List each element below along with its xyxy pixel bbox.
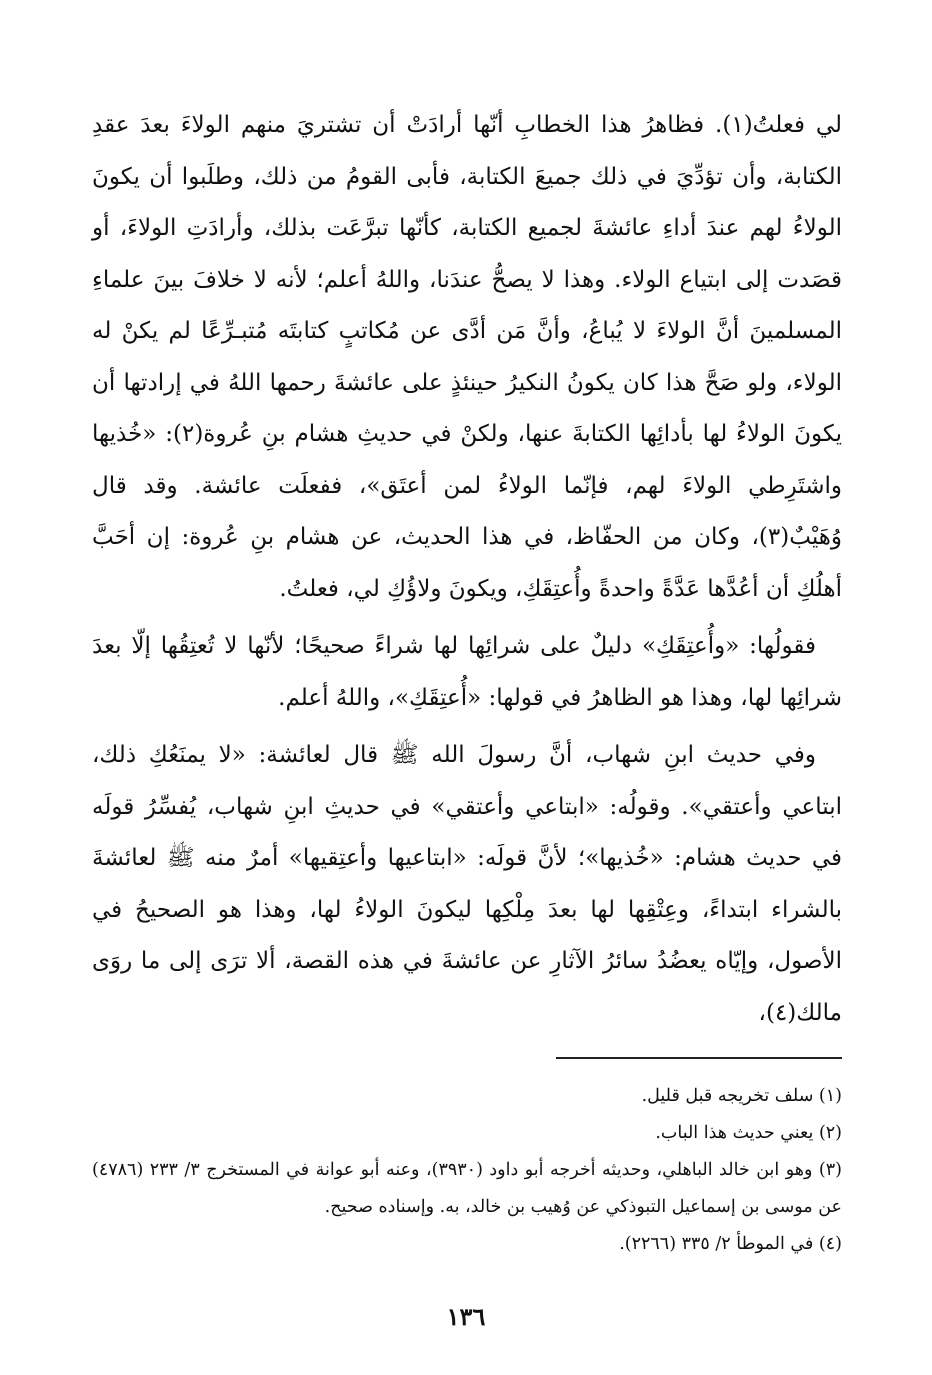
footnote-divider [556,1057,842,1059]
paragraph-1: لي فعلتُ(١). فظاهرُ هذا الخطابِ أنّها أرادَتْ أن تشتريَ منهم الولاءَ بعدَ عقدِ الكتابة، وأن تؤدِّيَ في ذلك جميعَ الكتابة، فأبى القومُ من ذلك، وطلَبوا أن يكونَ الولاءُ لهم عندَ أداءِ عائشةَ لجميع الكتابة، كأنّها تبرَّعَت بذلك، وأرادَتِ الولاءَ، أو قصَدت إلى ابتياع الولاء. وهذا لا يصحُّ عندَنا، واللهُ أعلم؛ لأنه لا خلافَ بينَ علماءِ المسلمينَ أنَّ الولاءَ لا يُباعُ، وأنَّ مَن أدَّى عن مُكاتبٍ كتابتَه مُتبـرِّعًا لم يكنْ له الولاء، ولو صَحَّ هذا كان يكونُ النكيرُ حينئذٍ على عائشةَ رحمها اللهُ في إرادتها أن يكونَ الولاءُ لها بأدائِها الكتابةَ عنها، ولكنْ في حديثِ هشام بنِ عُروة(٢): «خُذيها واشتَرِطي الولاءَ لهم، فإنّما الولاءُ لمن أعتَق»، ففعلَت عائشة. وقد قال وُهَيْبٌ(٣)، وكان من الحفّاظ، في هذا الحديث، عن هشام بنِ عُروة: إن أحَبَّ أهلُكِ أن أعُدَّها عَدَّةً واحدةً وأُعتِقَكِ، ويكونَ ولاؤُكِ لي، فعلتُ. [92,112,842,602]
paragraph-3: وفي حديث ابنِ شهاب، أنَّ رسولَ الله ﷺ قال لعائشة: «لا يمنَعُكِ ذلك، ابتاعي وأعتقي». وقولُه: «ابتاعي وأعتقي» في حديثِ ابنِ شهاب، يُفسِّرُ قولَه في حديث هشام: «خُذيها»؛ لأنَّ قولَه: «ابتاعيها وأعتِقيها» أمرٌ منه ﷺ لعائشةَ بالشراء ابتداءً، وعِتْقِها لها بعدَ مِلْكِها ليكونَ الولاءُ لها، وهذا هو الصحيحُ في الأصول، وإيّاه يعضُدُ سائرُ الآثارِ عن عائشةَ في هذه القصة، ألا ترَى إلى ما روَى مالك(٤)، [92,742,843,1026]
main-text [92,100,842,1045]
page-number: ١٣٦ [446,1302,486,1331]
footnote-2: (٢) يعني حديث هذا الباب. [655,1123,842,1143]
footnote-1: (١) سلف تخريجه قبل قليل. [641,1086,842,1106]
paragraph-2: فقولُها: «وأُعتِقَكِ» دليلٌ على شرائِها لها شراءً صحيحًا؛ لأنّها لا تُعتِقُها إلّا بعدَ شرائِها لها، وهذا هو الظاهرُ في قولها: «أُعتِقَكِ»، واللهُ أعلم. [92,633,842,711]
footnote-4: (٤) في الموطأ ٢/ ٣٣٥ (٢٢٦٦). [619,1234,842,1254]
footnote-3: (٣) وهو ابن خالد الباهلي، وحديثه أخرجه أبو داود (٣٩٣٠)، وعنه أبو عوانة في المستخرج ٣/ ٢٣٣ (٤٧٨٦) عن موسى بن إسماعيل التبوذكي عن وُهيب بن خالد، به. وإسناده صحيح. [92,1160,842,1217]
footnotes [92,1078,842,1263]
